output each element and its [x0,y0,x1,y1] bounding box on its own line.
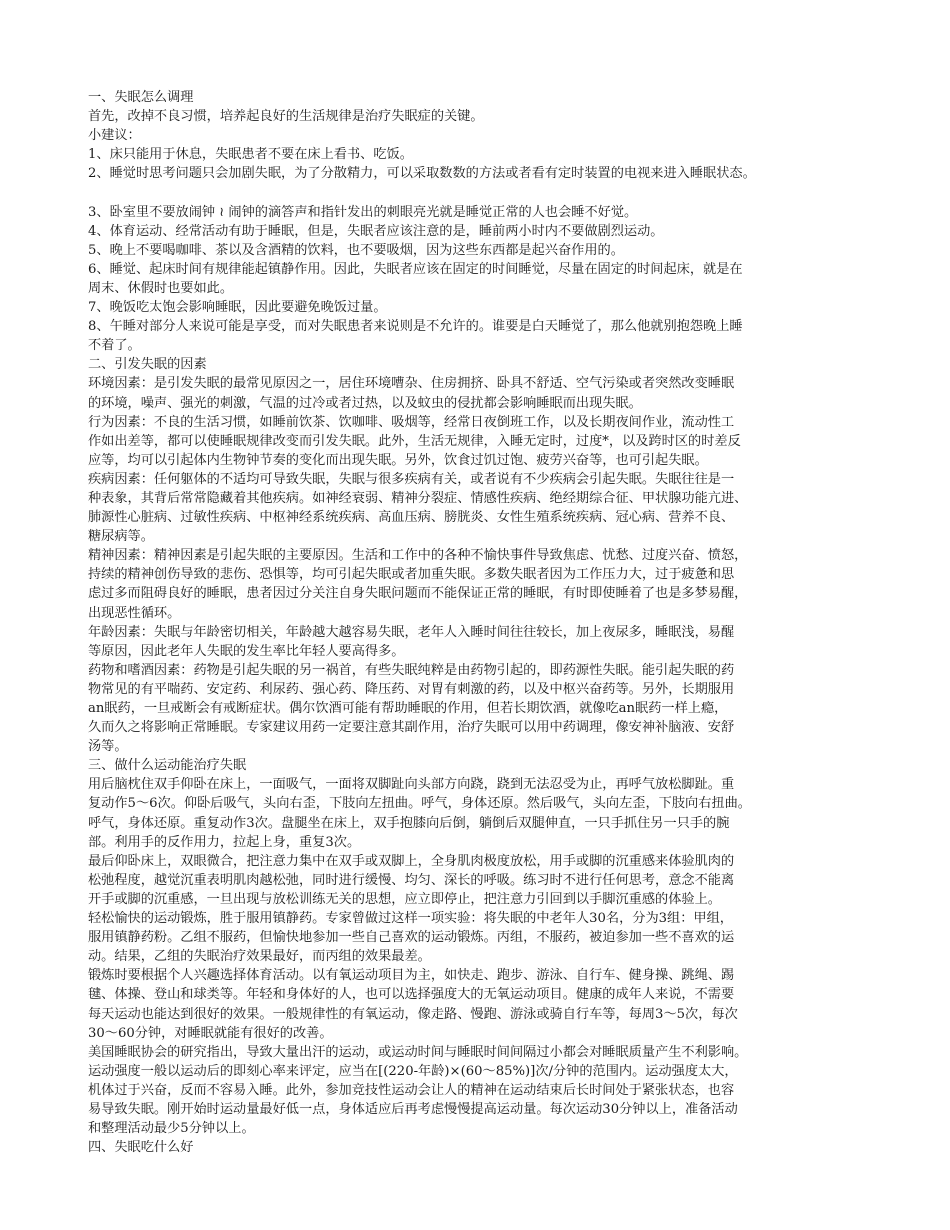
list-item-line: 4、体育运动、经常活动有助于睡眠，但是，失眠者应该注意的是，睡前两小时内不要做剧烈运动。﻿ [88,223,664,239]
text-line: 精神因素：精神因素是引起失眠的主要原因。生活和工作中的各种不愉快事件导致焦虑、忧愁、过度兴奋、愤怒， [88,548,748,564]
list-item-line: 6、睡觉、起床时间有规律能起镇静作用。因此，失眠者应该在固定的时间睡觉，尽量在固定的时间起床，就是在 [88,261,743,277]
list-item-line: 7、晚饭吃太饱会影响睡眠，因此要避免晚饭过量。﻿ [88,300,387,316]
text-line: 周末、休假时也要如此。﻿ [88,280,234,296]
text-line: 开手或脚的沉重感，一旦出现与放松训练无关的思想，应立即停止，把注意力引回到以手脚沉重感的体验上。 [88,891,721,907]
text-line: 物常见的有平喘药、安定药、利尿药、强心药、降压药、对胃有刺激的药，以及中枢兴奋药等。另外，长期服用 [88,681,735,697]
text-line: 轻松愉快的运动锻炼，胜于服用镇静药。专家曾做过这样一项实验：将失眠的中老年人30名，分为3组：甲组， [88,911,733,927]
text-line: 汤等。 [88,739,128,755]
text-line: 小建议： [88,128,141,144]
text-line: 30～60分钟，对睡眠就能有很好的改善。 [88,1025,333,1041]
list-item-line: 3、卧室里不要放闹钟 ≀ 闹钟的滴答声和指针发出的刺眼亮光就是睡觉正常的人也会睡不好觉。﻿ [88,204,638,220]
text-line: 复动作5～6次。仰卧后吸气，头向右歪，下肢向左扭曲。呼气，身体还原。然后吸气，头向左歪，下肢向右扭曲。 [88,796,751,812]
text-line: 松弛程度，越觉沉重表明肌肉越松弛，同时进行缓慢、均匀、深长的呼吸。练习时不进行任何思考，意念不能离 [88,872,735,888]
text-line: 出现恶性循环。 [88,605,181,621]
text-line: 服用镇静药粉。乙组不服药，但愉快地参加一些自己喜欢的运动锻炼。丙组，不服药，被迫参加一些不喜欢的运 [88,930,735,946]
text-line: 毽、体操、登山和球类等。年轻和身体好的人，也可以选择强度大的无氧运动项目。健康的成年人来说，不需要 [88,987,735,1003]
list-item-line: 1、床只能用于休息，失眠患者不要在床上看书、吃饭。 [88,147,413,163]
text-line: 应等，均可以引起体内生物钟节奏的变化而出现失眠。另外，饮食过饥过饱、疲劳兴奋等，也可引起失眠。 [88,452,708,468]
text-line: 环境因素：是引发失眠的最常见原因之一，居住环境嘈杂、住房拥挤、卧具不舒适、空气污染或者突然改变睡眠 [88,376,735,392]
text-line: 用后脑枕住双手仰卧在床上，一面吸气，一面将双脚趾向头部方向跷，跷到无法忍受为止，再呼气放松脚趾。重 [88,777,735,793]
text-line: 虑过多而阻碍良好的睡眠，患者因过分关注自身失眠问题而不能保证正常的睡眠，有时即使睡着了也是多梦易醒， [88,586,748,602]
section-heading: 一、失眠怎么调理 [88,90,194,105]
text-line: 机体过于兴奋，反而不容易入睡。此外，参加竞技性运动会让人的精神在运动结束后长时间处于紧张状态，也容 [88,1082,735,1098]
text-line: 肺源性心脏病、过敏性疾病、中枢神经系统疾病、高血压病、膀胱炎、女性生殖系统疾病、冠心病、营养不良、 [88,510,735,526]
list-item-line: 2、睡觉时思考问题只会加剧失眠，为了分散精力，可以采取数数的方法或者看有定时装置的电视来进入睡眠状态。 [88,166,756,182]
text-line: 药物和嗜酒因素：药物是引起失眠的另一祸首，有些失眠纯粹是由药物引起的，即药源性失眠。能引起失眠的药 [88,662,735,678]
text-line: 种表象，其背后常常隐藏着其他疾病。如神经衰弱、精神分裂症、情感性疾病、绝经期综合征、甲状腺功能亢进、 [88,490,748,506]
text-line: 等原因，因此老年人失眠的发生率比年轻人要高得多。 [88,643,405,659]
text-line: an眠药，一旦戒断会有戒断症状。偶尔饮酒可能有帮助睡眠的作用，但若长期饮酒，就像吃an眠药一样上瘾， [88,701,728,716]
text-line: 美国睡眠协会的研究指出，导致大量出汗的运动，或运动时间与睡眠时间间隔过小都会对睡眠质量产生不利影响。 [88,1044,748,1060]
text-line: 作如出差等，都可以使睡眠规律改变而引发失眠。此外，生活无规律，入睡无定时，过度*，以及跨时区的时差反 [88,433,741,449]
text-line: 糖尿病等。 [88,529,154,545]
list-item-line: 8、午睡对部分人来说可能是享受，而对失眠患者来说则是不允许的。谁要是白天睡觉了，那么他就别抱怨晚上睡 [88,319,743,335]
text-line: 锻炼时要根据个人兴趣选择体育活动。以有氧运动项目为主，如快走、跑步、游泳、自行车、健身操、跳绳、踢 [88,968,735,984]
text-line: 不着了。 [88,338,141,354]
text-line: 运动强度一般以运动后的即刻心率来评定，应当在[(220-年龄)×(60～85%)]次/分钟的范围内。运动强度太大， [88,1063,738,1079]
text-line [88,183,910,202]
document-body [88,88,910,1157]
text-line: 部。利用手的反作用力，拉起上身，重复3次。 [88,834,361,850]
text-line: 的环境，噪声、强光的刺激，气温的过冷或者过热，以及蚊虫的侵扰都会影响睡眠而出现失眠。 [88,395,642,411]
text-line: 每天运动也能达到很好的效果。一般规律性的有氧运动，像走路、慢跑、游泳或骑自行车等，每周3～5次，每次 [88,1006,738,1022]
text-line: 最后仰卧床上，双眼微合，把注意力集中在双手或双脚上，全身肌肉极度放松，用手或脚的沉重感来体验肌肉的 [88,853,735,869]
text-line: 行为因素：不良的生活习惯，如睡前饮茶、饮咖啡、吸烟等，经常日夜倒班工作，以及长期夜间作业，流动性工 [88,414,735,430]
text-line: 久而久之将影响正常睡眠。专家建议用药一定要注意其副作用，治疗失眠可以用中药调理，像安神补脑液、安舒 [88,720,735,736]
text-line: 呼气，身体还原。重复动作3次。盘腿坐在床上，双手抱膝向后倒，躺倒后双腿伸直，一只手抓住另一只手的腕 [88,815,730,831]
list-item-line: 5、晚上不要喝咖啡、茶以及含酒精的饮料，也不要吸烟，因为这些东西都是起兴奋作用的。﻿ [88,242,624,258]
text-line: 首先，改掉不良习惯，培养起良好的生活规律是治疗失眠症的关键。 [88,109,484,125]
section-heading: 三、做什么运动能治疗失眠 [88,758,247,774]
section-heading: 四、失眠吃什么好 [88,1140,194,1156]
text-line: 和整理活动最少5分钟以上。 [88,1121,255,1137]
text-line: 持续的精神创伤导致的悲伤、恐惧等，均可引起失眠或者加重失眠。多数失眠者因为工作压力大，过于疲惫和思 [88,567,735,583]
text-line: 动。结果，乙组的失眠治疗效果最好，而丙组的效果最差。 [88,949,431,965]
text-line: 年龄因素：失眠与年龄密切相关，年龄越大越容易失眠，老年人入睡时间往往较长，加上夜尿多，睡眠浅，易醒 [88,624,735,640]
text-line: 疾病因素：任何躯体的不适均可导致失眠，失眠与很多疾病有关，或者说有不少疾病会引起失眠。失眠往往是一 [88,471,735,487]
section-heading: 二、引发失眠的因素 [88,357,207,373]
text-line: 易导致失眠。刚开始时运动量最好低一点，身体适应后再考虑慢慢提高运动量。每次运动30分钟以上，准备活动 [88,1101,738,1117]
